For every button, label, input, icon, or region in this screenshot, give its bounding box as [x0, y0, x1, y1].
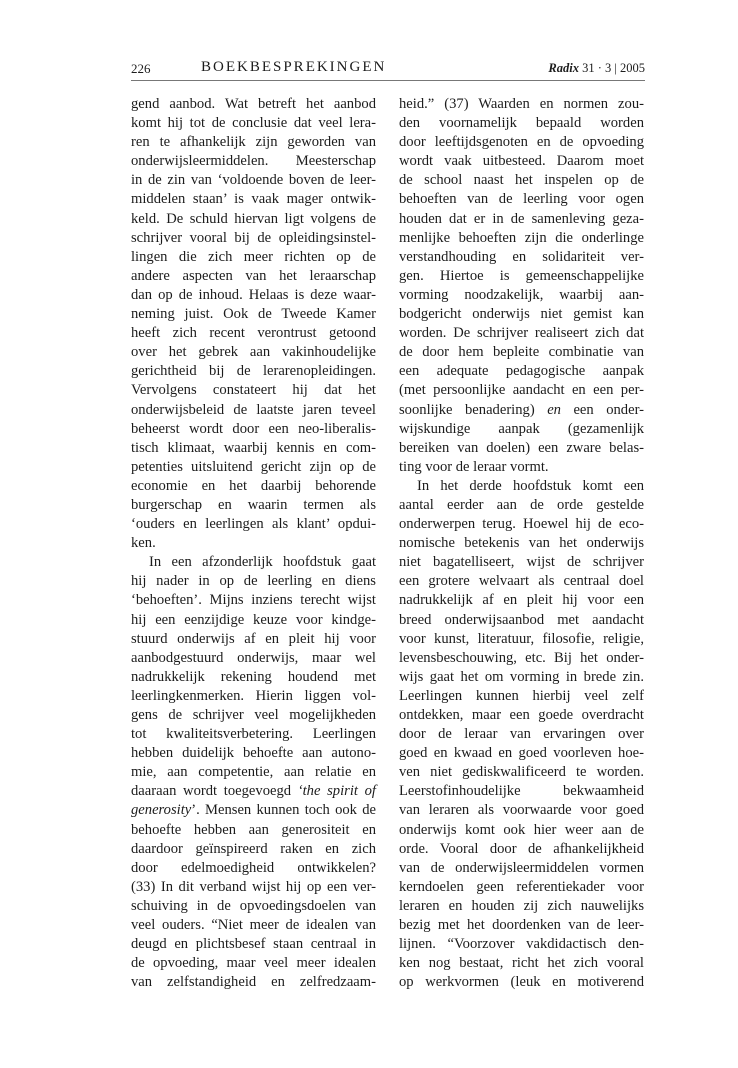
- text-line: van leraren als voorwaarde voor goed: [399, 802, 644, 819]
- text-line: de school naast het inspelen op de: [399, 172, 644, 189]
- text-line: Leerlingen kunnen hierbij veel zelf: [399, 687, 644, 704]
- text-line: economie en het daarbij behorende: [131, 477, 376, 494]
- text-line: hebben duidelijk behoefte aan autono-: [131, 745, 376, 762]
- text-line: burgerschap en waarin termen als: [131, 496, 376, 513]
- text-line: tisch klimaat, waarbij kennis en com-: [131, 439, 376, 456]
- text-line: lingen die zich meer richten op de: [131, 248, 376, 265]
- journal-reference: [548, 61, 645, 76]
- text-line: nadrukkelijk rekening houdend met: [131, 668, 376, 685]
- journal-name: Radix: [548, 61, 579, 75]
- text-line: houden dat er in de samenleving geza-: [399, 210, 644, 227]
- text-line: nadrukkelijk af en pleit hij voor een: [399, 592, 644, 609]
- text-line: stuurd onderwijs af en pleit hij voor: [131, 630, 376, 647]
- text-line: leraren en houden zij zich nauwelijks: [399, 897, 644, 914]
- text-line: (met persoonlijke aandacht en een per-: [399, 382, 644, 399]
- text-line: onderwerpen terug. Hoewel hij de eco-: [399, 516, 644, 533]
- text-line: generosity’. Mensen kunnen toch ook de: [131, 802, 376, 819]
- left-text-column: [131, 95, 376, 992]
- text-line: heeft zich recent verontrust getoond: [131, 325, 376, 342]
- text-line: over het gebrek aan vakinhoudelijke: [131, 344, 376, 361]
- text-line: goed en kwaad en goed voorleven hoe-: [399, 745, 644, 762]
- text-line: gen. Hiertoe is gemeenschappelijke: [399, 267, 644, 284]
- text-line: voor kunst, literatuur, filosofie, religie,: [399, 630, 644, 647]
- text-line: heid.” (37) Waarden en normen zou-: [399, 96, 644, 112]
- text-line: door edelmoedigheid ontwikkelen?: [131, 859, 376, 876]
- text-line: bodgericht onderwijs niet gemist kan: [399, 306, 644, 323]
- text-line: ‘ouders en leerlingen als klant’ opdui-: [131, 516, 376, 533]
- text-line: neming juist. Ook de Tweede Kamer: [131, 306, 376, 323]
- text-line: een grotere welvaart als centraal doel: [399, 573, 644, 590]
- text-line: op werkvormen (leuk en motiverend: [399, 974, 644, 991]
- text-line: kerndoelen geen referentiekader voor: [399, 878, 644, 895]
- text-line: komt hij tot de conclusie dat veel lera-: [131, 115, 376, 132]
- text-line: gerichtheid bij de lerarenopleidingen.: [131, 363, 376, 380]
- text-line: van zelfstandigheid en zelfredzaam-: [131, 974, 376, 991]
- text-line: Leerstofinhoudelijke bekwaamheid: [399, 783, 644, 800]
- right-text-column: [399, 95, 644, 992]
- text-line: een adequate pedagogische aanpak: [399, 363, 644, 380]
- text-line: behoefte hebben aan generositeit en: [131, 821, 376, 838]
- text-line: veel ouders. “Niet meer de idealen van: [131, 917, 376, 934]
- header-rule: [131, 80, 645, 81]
- italic-phrase: en: [547, 401, 561, 418]
- text-line: lijnen. “Voorzover vakdidactisch den-: [399, 936, 644, 953]
- journal-issue: 31 · 3 | 2005: [582, 61, 645, 75]
- text-line: breed onderwijsaanbod met aandacht: [399, 611, 644, 628]
- text-line: wijskundige aanpak (gezamenlijk: [399, 420, 644, 437]
- section-title: BOEKBESPREKINGEN: [201, 59, 387, 75]
- text-line: andere aspecten van het leraarschap: [131, 267, 376, 284]
- text-line: hij nader in op de leerling en diens: [131, 573, 376, 590]
- text-line: vorming noodzakelijk, waarbij aan-: [399, 286, 644, 303]
- text-line: niet bagatelliseert, wijst de schrijver: [399, 554, 644, 571]
- text-line: leerlingkenmerken. Hierin liggen vol-: [131, 687, 376, 704]
- text-line: deugd en plichtsbesef staan centraal in: [131, 936, 376, 953]
- text-line: nomische betekenis van het onderwijs: [399, 535, 644, 552]
- text-line: aanbodgestuurd onderwijs, maar wel: [131, 649, 376, 666]
- text-line: levensbeschouwing, etc. Bij het onder-: [399, 649, 644, 666]
- text-line: petenties uitsluitend gericht zijn op de: [131, 458, 376, 475]
- text-line: onderwijsbeleid de laatste jaren teveel: [131, 401, 376, 418]
- text-line: verstandhouding en solidariteit ver-: [399, 248, 644, 265]
- text-line: In het derde hoofdstuk komt een: [417, 477, 644, 494]
- italic-phrase: ‘the spirit of: [297, 783, 376, 800]
- text-line: beheerst wordt door een neo-liberalis-: [131, 420, 376, 437]
- text-line: aantal eerder aan de orde gestelde: [399, 496, 644, 513]
- italic-phrase: generosity: [131, 802, 192, 819]
- text-line: menlijke behoeften zijn die onderlinge: [399, 229, 644, 246]
- text-line: soonlijke benadering) en een onder-: [399, 401, 644, 418]
- text-line: behoeften van de leerling voor ogen: [399, 191, 644, 208]
- text-line: dan op de inhoud. Helaas is deze waar-: [131, 286, 376, 303]
- text-line: Vervolgens constateert hij dat het: [131, 382, 376, 399]
- text-line: wijs gaat het om vorming in brede zin.: [399, 668, 644, 685]
- text-line: orde. Vooral door de afhankelijkheid: [399, 840, 644, 857]
- text-line: ontdekken, maar een goede overdracht: [399, 707, 644, 723]
- text-line: de opvoeding, maar veel meer idealen: [131, 955, 376, 972]
- text-line: middelen staan’ is vaak mager ontwik-: [131, 191, 376, 208]
- text-line: ven niet gediskwalificeerd te worden.: [399, 764, 644, 781]
- text-line: van de onderwijsleermiddelen vormen: [399, 859, 644, 876]
- text-line: worden. De schrijver realiseert zich dat: [399, 325, 644, 342]
- text-line: daardoor geïnspireerd raken en zich: [131, 840, 376, 857]
- text-line: bezig met het doordenken van de leer-: [399, 917, 644, 934]
- text-line: onderwijs komt ook hier weer aan de: [399, 821, 644, 838]
- text-line: in de zin van ‘voldoende boven de leer-: [131, 172, 376, 189]
- text-line: ken nog bestaat, richt het zich vooral: [399, 955, 644, 972]
- text-line: schrijver vooral bij de opleidingsinstel-: [131, 229, 376, 246]
- text-line: keld. De schuld hiervan ligt volgens de: [131, 210, 376, 227]
- text-line: ‘behoeften’. Mijns inziens terecht wijst: [131, 592, 376, 609]
- text-line: onderwijsleermiddelen. Meesterschap: [131, 153, 376, 170]
- text-line: hij een eenzijdige keuze voor kindge-: [131, 611, 376, 628]
- text-line: den voornamelijk bepaald worden: [399, 115, 644, 132]
- text-line: door de leraar van ervaringen over: [399, 726, 644, 743]
- text-line: ting voor de leraar vormt.: [399, 458, 549, 475]
- text-line: tot kwaliteitsverbetering. Leerlingen: [131, 726, 376, 743]
- text-line: (33) In dit verband wijst hij op een ver-: [131, 878, 376, 895]
- text-line: gens de schrijver veel mogelijkheden: [131, 707, 376, 723]
- text-line: door leeftijdsgenoten en de opvoeding: [399, 134, 644, 151]
- page-number: 226: [131, 61, 151, 76]
- text-line: ren te afhankelijk zijn geworden van: [131, 134, 376, 151]
- text-line: daaraan wordt toegevoegd ‘the spirit of: [131, 783, 376, 800]
- text-line: gend aanbod. Wat betreft het aanbod: [131, 96, 376, 112]
- text-line: schuiving in de opvoedingsdoelen van: [131, 897, 376, 914]
- text-line: de door hem bepleite combinatie van: [399, 344, 644, 361]
- running-header: [131, 60, 645, 82]
- text-line: ken.: [131, 535, 156, 552]
- text-line: mie, aan competentie, aan relatie en: [131, 764, 376, 781]
- text-line: wordt vaak uitbesteed. Daarom moet: [399, 153, 644, 170]
- text-line: In een afzonderlijk hoofdstuk gaat: [149, 554, 376, 571]
- text-line: bereiken van doelen) een zware belas-: [399, 439, 644, 456]
